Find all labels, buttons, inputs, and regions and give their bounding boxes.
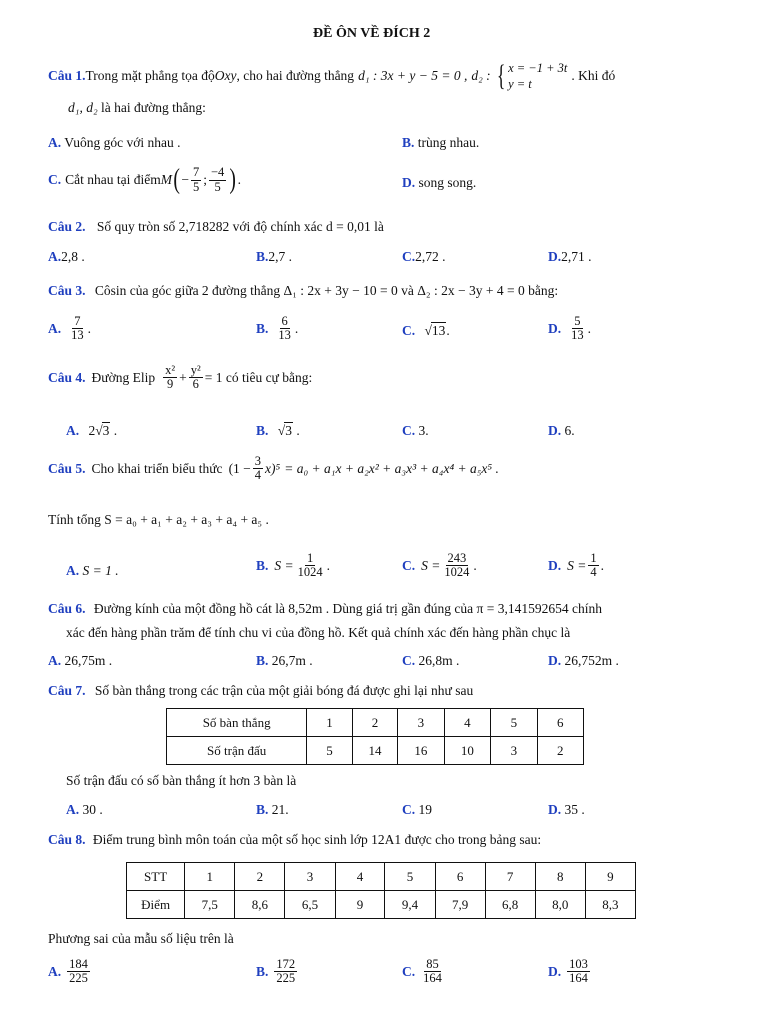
question-2 <box>48 219 384 235</box>
option-label: B. <box>256 320 269 336</box>
option-label: C. <box>402 557 416 573</box>
math-d2: d₂ : <box>471 68 491 84</box>
option-a[interactable]: A. $\frac{7}{13}$ . <box>48 314 91 343</box>
fraction: $\frac{172}{225}$ <box>276 957 296 986</box>
table-cell: 5 <box>491 709 537 737</box>
table-cell: Số bàn thắng <box>167 709 307 737</box>
option-label: C. <box>402 802 416 817</box>
question-1 <box>48 60 615 93</box>
table-row <box>167 737 584 765</box>
option-text: 6. <box>564 423 575 438</box>
option-a[interactable] <box>48 135 180 151</box>
sqrt-value: 3 <box>285 423 292 438</box>
system-line-2: y = t <box>508 77 532 92</box>
brace-symbol: { <box>496 59 506 93</box>
question-text: Số bàn thắng trong các trận của một giải bóng đá được ghi lại như sau <box>94 683 474 698</box>
table-cell: 14 <box>352 737 398 765</box>
option-c[interactable]: C. √13. <box>402 323 450 338</box>
option-label: A. <box>66 563 80 578</box>
question-6 <box>48 601 602 617</box>
option-b[interactable] <box>256 958 299 985</box>
option-label: A. <box>66 802 80 817</box>
fraction: $\frac{3}{4}$ <box>254 454 262 483</box>
equation-system <box>494 60 568 93</box>
table-cell: 8,3 <box>585 891 635 919</box>
question-4: Câu 4. Đường Elip $\frac{\text{x²}}{9}$ + $\frac{\text{y²}}{6}$ = 1 có tiêu cự bằng: <box>48 363 313 392</box>
option-d[interactable] <box>402 175 476 191</box>
table-row <box>127 891 636 919</box>
option-b[interactable] <box>256 653 313 669</box>
option-d[interactable] <box>548 423 575 439</box>
option-label: D. <box>402 175 416 190</box>
question-8 <box>48 832 541 848</box>
option-label: B. <box>256 557 269 573</box>
fraction: $\frac{\text{x²}}{9}$ <box>165 363 176 392</box>
option-text: 26,75m . <box>64 653 113 668</box>
option-text: Cắt nhau tại điểm <box>65 172 161 187</box>
math-expr: x)⁵ <box>265 460 281 476</box>
option-label: C. <box>402 249 416 264</box>
option-text: 2,72 . <box>415 249 446 264</box>
option-label: B. <box>256 653 269 668</box>
math-point-m: M <box>160 172 172 187</box>
fraction: $\frac{-4}{5}$ <box>210 165 225 194</box>
table-cell: 3 <box>285 863 335 891</box>
question-text: . Khi đó <box>571 68 616 84</box>
option-c[interactable] <box>402 653 459 669</box>
question-6-line-2: xác đến hàng phần trăm để tính chu vi của đồng hồ. Kết quả chính xác đến hàng phần chục là <box>66 625 571 640</box>
option-text: 2,7 . <box>268 249 293 264</box>
table-row <box>127 863 636 891</box>
table-cell: 16 <box>398 737 444 765</box>
question-text: là hai đường thẳng: <box>97 100 206 115</box>
option-a[interactable] <box>48 958 92 985</box>
option-label: D. <box>548 249 562 264</box>
table-cell: 2 <box>235 863 285 891</box>
table-cell: 10 <box>444 737 490 765</box>
option-text: 26,752m . <box>564 653 619 668</box>
table-cell: 6,5 <box>285 891 335 919</box>
question-7-prompt: Số trận đấu có số bàn thắng ít hơn 3 bàn là <box>66 773 297 788</box>
page-title: ĐỀ ÔN VỀ ĐÍCH 2 <box>313 26 431 41</box>
option-text: S = 1 . <box>82 563 119 578</box>
option-c[interactable]: C. S = $\frac{243}{1024}$ . <box>402 551 477 580</box>
option-label: D. <box>548 320 562 336</box>
fraction: $\frac{5}{13}$ <box>571 314 584 343</box>
table-cell: Điểm <box>127 891 185 919</box>
table-cell: 6,8 <box>485 891 535 919</box>
option-text: 30 . <box>82 802 103 817</box>
fraction: $\frac{85}{164}$ <box>423 957 442 986</box>
question-text: = 1 có tiêu cự bằng: <box>204 369 313 385</box>
table-cell: 7,9 <box>435 891 485 919</box>
goals-table <box>166 708 584 765</box>
option-text: 26,8m . <box>418 653 460 668</box>
table-row <box>167 709 584 737</box>
table-cell: 7 <box>485 863 535 891</box>
math-expansion: = a₀ + a₁x + a₂x² + a₃x³ + a₄x⁴ + a₅x⁵ . <box>284 460 499 476</box>
fraction: $\frac{7}{13}$ <box>71 314 84 343</box>
table-cell: Số trận đấu <box>167 737 307 765</box>
system-line-1: x = −1 + 3t <box>508 61 568 75</box>
option-label: B. <box>402 135 415 150</box>
question-text: Đường Elip <box>91 369 156 385</box>
paren-close: ) <box>229 164 237 195</box>
table-cell: 1 <box>185 863 235 891</box>
sqrt-value: 13 <box>431 323 446 338</box>
table-cell: 4 <box>335 863 385 891</box>
question-8-prompt: Phương sai của mẫu số liệu trên là <box>48 931 234 946</box>
option-text: Vuông góc với nhau . <box>64 135 181 150</box>
table-cell: 8,6 <box>235 891 285 919</box>
table-cell: 8,0 <box>535 891 585 919</box>
option-text: 21. <box>271 802 289 817</box>
table-cell: 9 <box>585 863 635 891</box>
option-a[interactable] <box>66 563 119 579</box>
question-text: , cho hai đường thẳng <box>236 68 355 84</box>
table-cell: 2 <box>537 737 583 765</box>
option-a[interactable]: A. 2√3 . <box>66 423 118 438</box>
scores-table <box>126 862 636 919</box>
question-text: Cho khai triển biểu thức <box>91 460 223 476</box>
option-label: D. <box>548 557 562 573</box>
table-cell: 3 <box>491 737 537 765</box>
table-cell: STT <box>127 863 185 891</box>
option-label: C. <box>402 423 416 438</box>
table-cell: 3 <box>398 709 444 737</box>
option-d[interactable] <box>548 958 592 985</box>
question-label: Câu 2. <box>48 219 86 234</box>
option-label: C. <box>48 172 62 187</box>
option-text: 3. <box>418 423 429 438</box>
option-label: B. <box>256 963 269 979</box>
option-d[interactable]: D. $\frac{5}{13}$ . <box>548 314 591 343</box>
option-text: 2,8 . <box>61 249 85 264</box>
question-label: Câu 3. <box>48 283 86 298</box>
question-text: Trong mặt phẳng tọa độ <box>85 68 215 84</box>
question-label: Câu 6. <box>48 601 86 616</box>
option-b[interactable]: B. $\frac{6}{13}$ . <box>256 314 299 343</box>
table-cell: 5 <box>385 863 435 891</box>
option-label: B. <box>256 249 269 264</box>
option-b[interactable] <box>256 802 289 818</box>
option-label: A. <box>48 963 62 979</box>
question-label: Câu 7. <box>48 683 86 698</box>
option-c[interactable] <box>402 802 432 818</box>
option-c[interactable] <box>402 423 429 439</box>
question-label: Câu 8. <box>48 832 86 847</box>
option-text: 19 <box>418 802 432 817</box>
question-label: Câu 1. <box>48 68 86 84</box>
option-label: A. <box>48 249 62 264</box>
option-text: song song. <box>418 175 477 190</box>
option-a[interactable] <box>48 653 112 669</box>
question-text: Điểm trung bình môn toán của một số học sinh lớp 12A1 được cho trong bảng sau: <box>92 832 542 847</box>
question-5-line-2: Tính tổng S = a₀ + a₁ + a₂ + a₃ + a₄ + a₅ . <box>48 512 269 527</box>
option-label: D. <box>548 802 562 817</box>
option-c[interactable]: C. Cắt nhau tại điểm M ( − $\frac{7}{5}$ ; $\frac{-4}{5}$ ) . <box>48 164 241 195</box>
option-d[interactable] <box>548 653 619 669</box>
question-1-line-2 <box>68 100 206 116</box>
table-cell: 8 <box>535 863 585 891</box>
question-7 <box>48 683 473 699</box>
table-cell: 1 <box>307 709 352 737</box>
option-label: D. <box>548 963 562 979</box>
option-a[interactable] <box>66 802 103 818</box>
table-cell: 9 <box>335 891 385 919</box>
option-b[interactable]: B. S = $\frac{1}{1024}$ . <box>256 551 331 580</box>
option-b[interactable]: B. √3 . <box>256 423 300 438</box>
fraction: $\frac{243}{1024}$ <box>444 551 470 580</box>
fraction: $\frac{1}{1024}$ <box>297 551 323 580</box>
option-text: 35 . <box>564 802 585 817</box>
option-a[interactable] <box>48 249 85 265</box>
math-oxy: Oxy <box>214 68 237 84</box>
option-label: A. <box>48 135 62 150</box>
option-label: D. <box>548 423 562 438</box>
fraction: $\frac{103}{164}$ <box>569 957 588 986</box>
table-cell: 5 <box>307 737 352 765</box>
fraction: $\frac{184}{225}$ <box>69 957 88 986</box>
math-d1: d₁ : 3x + y − 5 = 0 , <box>358 68 468 84</box>
question-5: Câu 5. Cho khai triển biểu thức (1 − $\frac{3}{4}$ x)⁵ = a₀ + a₁x + a₂x² + a₃x³ + a₄x⁴ + a₅x⁵ . <box>48 454 499 483</box>
sqrt-value: 3 <box>102 423 110 438</box>
option-d[interactable] <box>548 249 592 265</box>
table-cell: 6 <box>537 709 583 737</box>
option-label: B. <box>256 423 269 438</box>
option-b[interactable] <box>402 135 479 151</box>
option-label: A. <box>66 423 80 438</box>
question-text: Số quy tròn số 2,718282 với độ chính xác d = 0,01 là <box>96 219 384 234</box>
option-label: C. <box>402 323 416 338</box>
option-text: trùng nhau. <box>417 135 480 150</box>
question-text: Côsin của góc giữa 2 đường thẳng Δ₁ : 2x + 3y − 10 = 0 và Δ₂ : 2x − 3y + 4 = 0 bằng: <box>94 283 559 298</box>
fraction: $\frac{6}{13}$ <box>278 314 291 343</box>
table-cell: 6 <box>435 863 485 891</box>
option-d[interactable]: D. S = $\frac{1}{4}$ . <box>548 551 604 580</box>
table-cell: 7,5 <box>185 891 235 919</box>
fraction: $\frac{7}{5}$ <box>192 165 200 194</box>
option-label: D. <box>548 653 562 668</box>
fraction: $\frac{1}{4}$ <box>590 551 597 580</box>
paren-open: ( <box>173 164 180 195</box>
option-d[interactable] <box>548 802 585 818</box>
option-text: 2,71 . <box>561 249 592 264</box>
option-label: A. <box>48 653 62 668</box>
table-cell: 9,4 <box>385 891 435 919</box>
table-cell: 2 <box>352 709 398 737</box>
option-text: 26,7m . <box>271 653 313 668</box>
option-label: B. <box>256 802 269 817</box>
question-label: Câu 4. <box>48 369 86 385</box>
math-d1-d2: d₁, d₂ <box>68 100 98 115</box>
option-label: C. <box>402 653 416 668</box>
question-label: Câu 5. <box>48 460 86 476</box>
option-label: C. <box>402 963 416 979</box>
option-c[interactable] <box>402 958 446 985</box>
question-3 <box>48 283 558 299</box>
question-text: Đường kính của một đồng hồ cát là 8,52m . Dùng giá trị gần đúng của π = 3,141592654 chính <box>93 601 602 616</box>
table-cell: 4 <box>444 709 490 737</box>
fraction: $\frac{\text{y²}}{6}$ <box>190 363 201 392</box>
option-label: A. <box>48 320 62 336</box>
option-b[interactable] <box>256 249 292 265</box>
option-c[interactable] <box>402 249 446 265</box>
